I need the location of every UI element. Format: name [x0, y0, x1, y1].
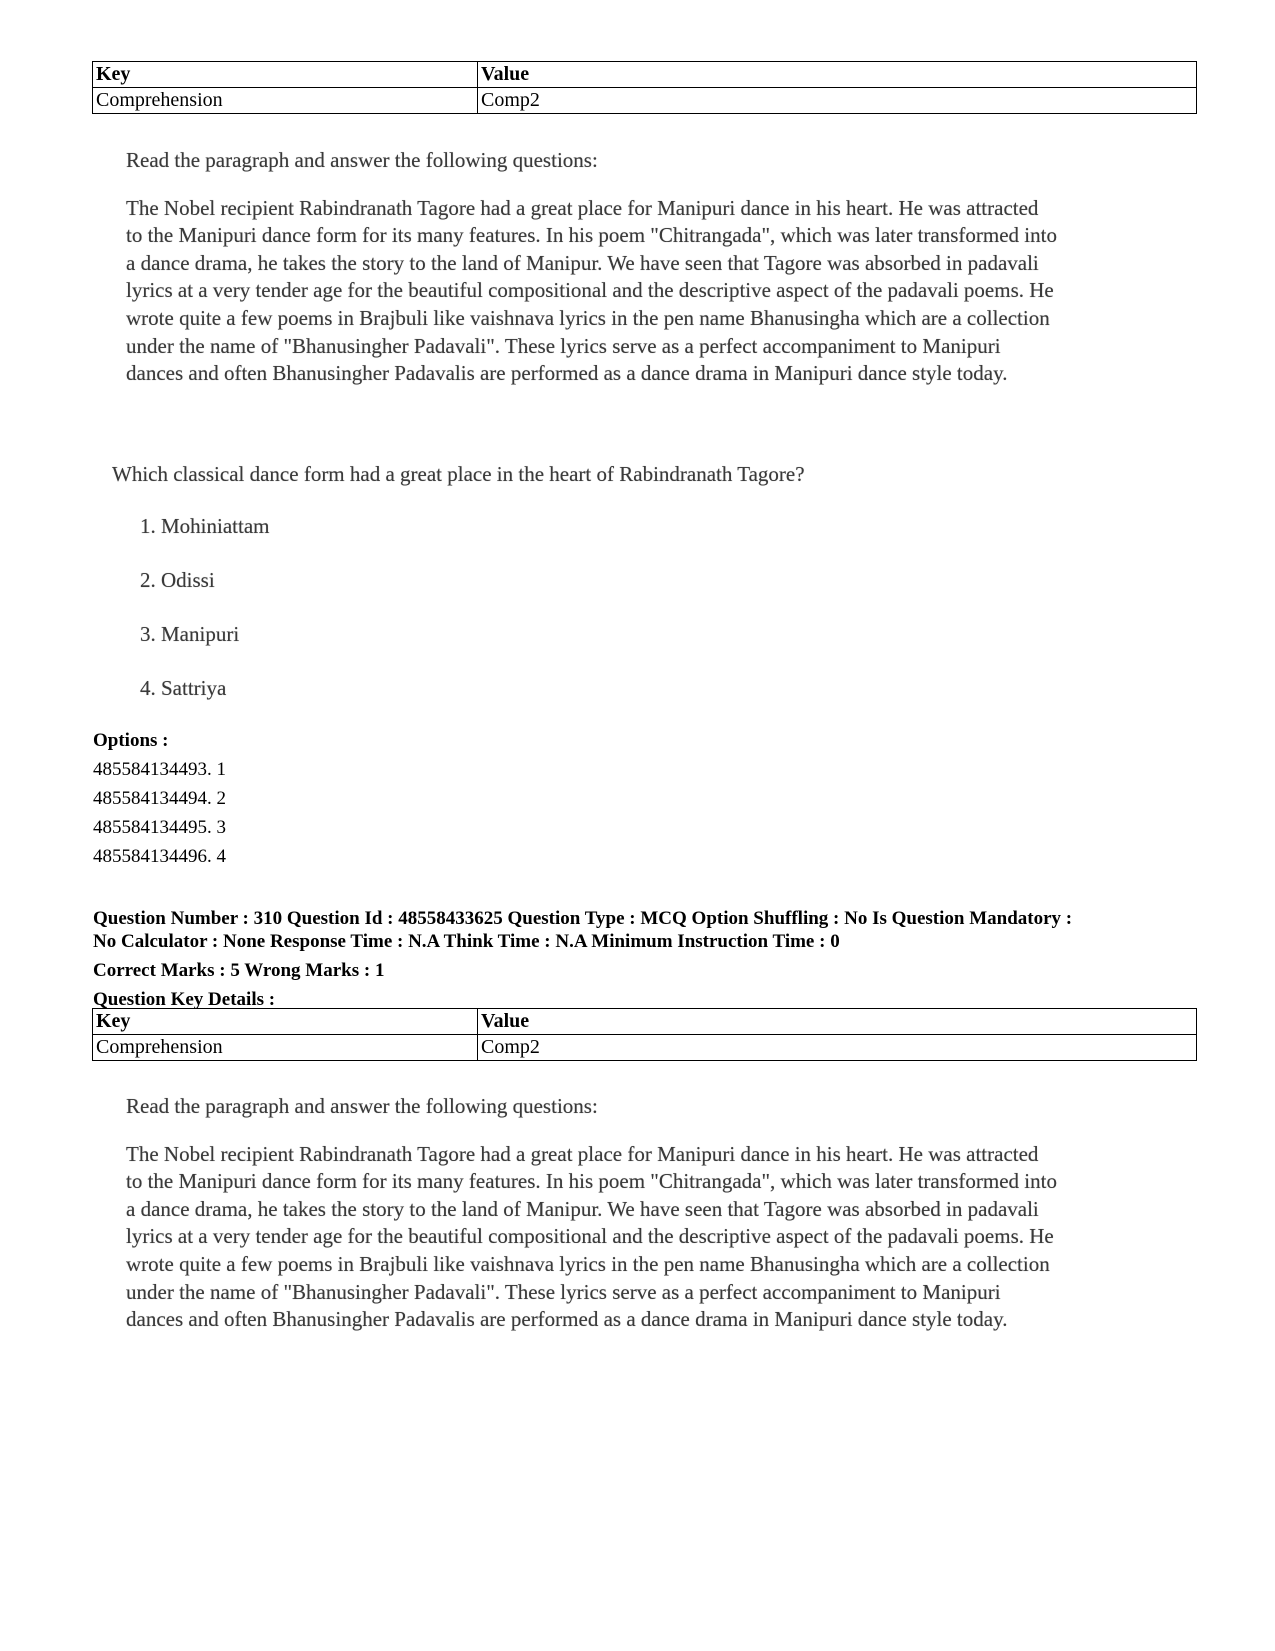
- option-id: 485584134496. 4: [93, 846, 226, 867]
- question-metadata: [93, 907, 1213, 1011]
- table-row: [93, 1035, 1197, 1061]
- table-header-row: [93, 62, 1197, 88]
- passage-line: a dance drama, he takes the story to the land of Manipur. We have seen that Tagore was absorbed in padavali: [126, 1196, 1039, 1221]
- meta-line: No Calculator : None Response Time : N.A Think Time : N.A Minimum Instruction Time : 0: [93, 931, 840, 952]
- passage-line: wrote quite a few poems in Brajbuli like vaishnava lyrics in the pen name Bhanusingha which are a collection: [126, 1251, 1050, 1276]
- table-row: [93, 88, 1197, 114]
- choice-item: 2. Odissi: [140, 568, 215, 592]
- key-cell: Comprehension: [93, 88, 478, 114]
- comprehension-passage-top: [126, 147, 1057, 388]
- value-header: Value: [478, 1009, 1197, 1035]
- key-header: Key: [93, 62, 478, 88]
- option-id: 485584134494. 2: [93, 788, 226, 809]
- choice-item: 3. Manipuri: [140, 622, 240, 646]
- question-key-table-top: [92, 61, 1197, 114]
- passage-line: a dance drama, he takes the story to the land of Manipur. We have seen that Tagore was absorbed in padavali: [126, 250, 1039, 275]
- passage-line: lyrics at a very tender age for the beautiful compositional and the descriptive aspect of the padavali poems. He: [126, 1224, 1054, 1249]
- options-block: [93, 726, 226, 871]
- question-text: Which classical dance form had a great place in the heart of Rabindranath Tagore?: [112, 462, 805, 486]
- passage-line: wrote quite a few poems in Brajbuli like vaishnava lyrics in the pen name Bhanusingha which are a collection: [126, 305, 1050, 330]
- answer-choices: [140, 514, 270, 730]
- meta-line: Question Number : 310 Question Id : 48558433625 Question Type : MCQ Option Shuffling : No Is Question Mandatory :: [93, 908, 1073, 929]
- key-header: Key: [93, 1009, 478, 1035]
- question-key-table-bottom: [92, 1008, 1197, 1061]
- passage-line: under the name of "Bhanusingher Padavali". These lyrics serve as a perfect accompaniment to Manipuri: [126, 333, 1001, 358]
- marks-line: Correct Marks : 5 Wrong Marks : 1: [93, 960, 385, 981]
- comprehension-passage-bottom: [126, 1093, 1057, 1334]
- table-header-row: [93, 1009, 1197, 1035]
- value-cell: Comp2: [478, 88, 1197, 114]
- choice-item: 4. Sattriya: [140, 676, 227, 700]
- passage-line: The Nobel recipient Rabindranath Tagore had a great place for Manipuri dance in his heart. He was attracted: [126, 1141, 1039, 1166]
- passage-instruction: Read the paragraph and answer the following questions:: [126, 148, 598, 172]
- passage-line: to the Manipuri dance form for its many features. In his poem "Chitrangada", which was later transformed into: [126, 1169, 1057, 1194]
- passage-line: under the name of "Bhanusingher Padavali". These lyrics serve as a perfect accompaniment to Manipuri: [126, 1279, 1001, 1304]
- value-cell: Comp2: [478, 1035, 1197, 1061]
- passage-line: The Nobel recipient Rabindranath Tagore had a great place for Manipuri dance in his heart. He was attracted: [126, 195, 1039, 220]
- options-heading: Options :: [93, 730, 169, 751]
- key-cell: Comprehension: [93, 1035, 478, 1061]
- passage-line: to the Manipuri dance form for its many features. In his poem "Chitrangada", which was later transformed into: [126, 223, 1057, 248]
- option-id: 485584134493. 1: [93, 759, 226, 780]
- passage-line: dances and often Bhanusingher Padavalis are performed as a dance drama in Manipuri dance style today.: [126, 361, 1008, 386]
- value-header: Value: [478, 62, 1197, 88]
- passage-line: lyrics at a very tender age for the beautiful compositional and the descriptive aspect of the padavali poems. He: [126, 278, 1054, 303]
- option-id: 485584134495. 3: [93, 817, 226, 838]
- passage-line: dances and often Bhanusingher Padavalis are performed as a dance drama in Manipuri dance style today.: [126, 1307, 1008, 1332]
- choice-item: 1. Mohiniattam: [140, 514, 270, 538]
- key-details-label: Question Key Details :: [93, 989, 276, 1010]
- passage-instruction: Read the paragraph and answer the following questions:: [126, 1094, 598, 1118]
